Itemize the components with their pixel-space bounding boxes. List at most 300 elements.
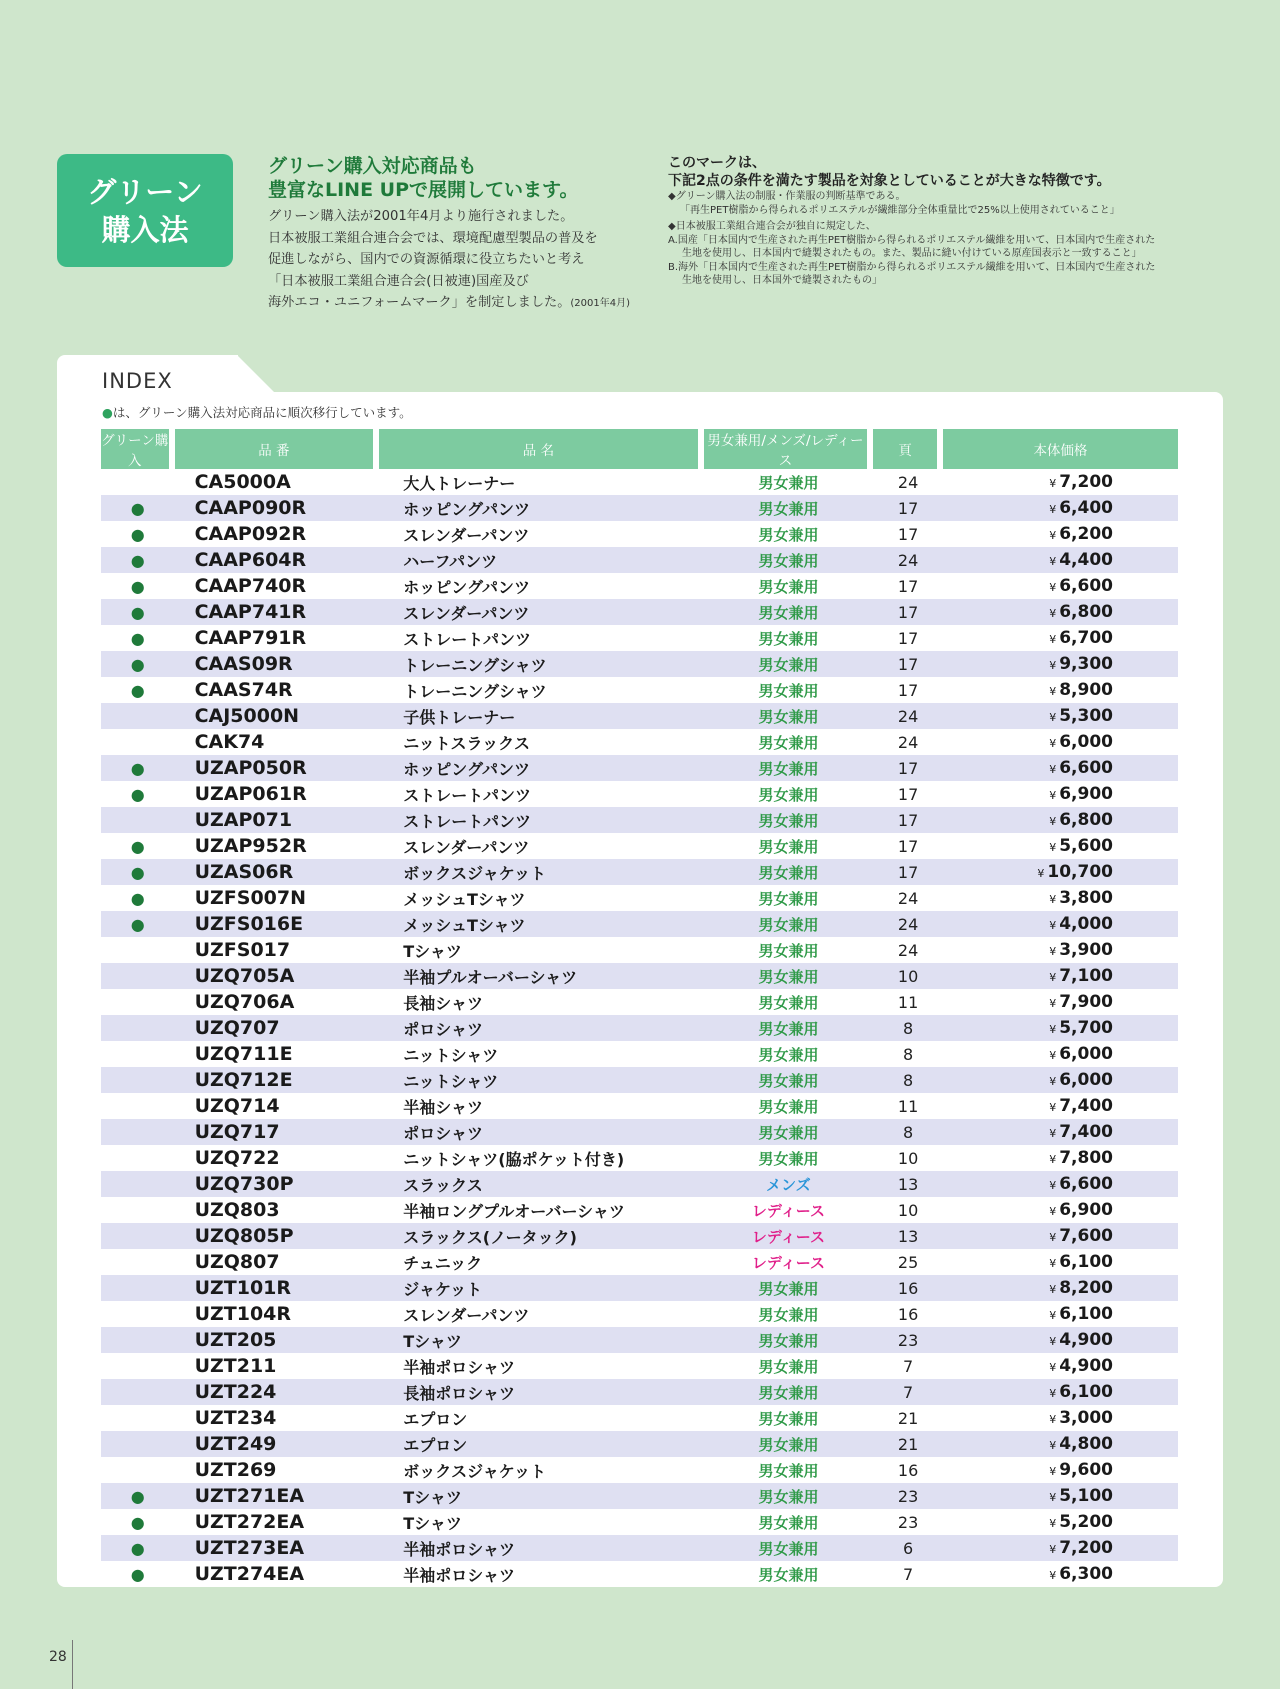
product-type: 男女兼用	[704, 963, 874, 989]
price-value: 5,600	[1059, 836, 1113, 856]
product-price	[943, 1249, 1178, 1275]
product-name: メッシュTシャツ	[379, 911, 703, 937]
green-purchase-mark	[101, 469, 175, 495]
table-row	[101, 1119, 1178, 1145]
price-value: 7,900	[1059, 992, 1113, 1012]
catalog-page: 21	[897, 1408, 919, 1428]
product-name: 半袖プルオーバーシャツ	[379, 963, 703, 989]
yen-sign: ¥	[1049, 633, 1057, 646]
product-code: UZAP050R	[175, 755, 380, 781]
product-code: UZAP061R	[194, 783, 307, 805]
product-type: 男女兼用	[758, 1565, 819, 1584]
green-purchase-mark	[101, 989, 175, 1015]
price-value: 6,100	[1059, 1304, 1113, 1324]
product-type: 男女兼用	[704, 651, 874, 677]
product-price	[943, 521, 1178, 547]
catalog-page: 17	[897, 576, 919, 596]
price-value: 7,200	[1059, 472, 1113, 492]
table-row	[101, 1457, 1178, 1483]
intro-body-line: 日本被服工業組合連合会では、環境配慮型製品の普及を	[268, 230, 598, 246]
catalog-page: 23	[873, 1483, 943, 1509]
table-row	[101, 547, 1178, 573]
product-code: UZQ714	[194, 1095, 280, 1117]
price-value: 6,600	[1059, 1174, 1113, 1194]
badge-line-1: グリーン	[87, 174, 203, 209]
header-name: 品 名	[379, 429, 703, 469]
product-code: UZT272EA	[194, 1511, 305, 1533]
yen-sign: ¥	[1049, 1491, 1057, 1504]
table-row	[101, 1535, 1178, 1561]
table-row	[101, 1171, 1178, 1197]
product-price	[943, 1171, 1178, 1197]
product-code: UZFS007N	[194, 887, 307, 909]
product-price	[943, 911, 1178, 937]
product-price	[943, 885, 1178, 911]
product-code: CAK74	[194, 731, 265, 753]
table-row	[101, 1301, 1178, 1327]
catalog-page: 24	[897, 732, 919, 752]
product-type: 男女兼用	[704, 599, 874, 625]
mark-condition-1-detail: 「再生PET樹脂から得られるポリエステルが繊維部分全体重量比で25%以上使用されていること」	[680, 204, 1120, 216]
table-row	[101, 989, 1178, 1015]
product-type: 男女兼用	[704, 1379, 874, 1405]
price-value: 6,000	[1059, 1044, 1113, 1064]
table-row	[101, 1405, 1178, 1431]
yen-sign: ¥	[1049, 789, 1057, 802]
green-purchase-mark	[101, 1171, 175, 1197]
catalog-page: 11	[897, 1096, 919, 1116]
page-divider	[72, 1640, 73, 1689]
product-code: UZQ807	[194, 1251, 280, 1273]
product-index-table	[101, 429, 1178, 1587]
catalog-page: 6	[873, 1535, 943, 1561]
green-purchase-mark: ●	[101, 1535, 175, 1561]
catalog-page: 16	[897, 1304, 919, 1324]
table-row	[101, 1041, 1178, 1067]
yen-sign: ¥	[1049, 841, 1057, 854]
yen-sign: ¥	[1049, 997, 1057, 1010]
product-code: CAAP740R	[194, 575, 307, 597]
product-name: スレンダーパンツ	[379, 599, 703, 625]
price-value: 9,600	[1059, 1460, 1113, 1480]
price-value: 6,800	[1059, 810, 1113, 830]
green-purchase-mark	[101, 937, 175, 963]
yen-sign: ¥	[1049, 685, 1057, 698]
product-type: 男女兼用	[704, 703, 874, 729]
product-code: CAAP604R	[175, 547, 380, 573]
table-row	[101, 469, 1178, 495]
product-name: 半袖ポロシャツ	[379, 1535, 703, 1561]
product-code: UZAS06R	[175, 859, 380, 885]
table-row	[101, 1067, 1178, 1093]
price-value: 3,800	[1059, 888, 1113, 908]
yen-sign: ¥	[1049, 1361, 1057, 1374]
price-value: 7,800	[1059, 1148, 1113, 1168]
green-purchase-mark: ●	[130, 1564, 145, 1584]
catalog-page: 10	[897, 1200, 919, 1220]
product-name: スレンダーパンツ	[403, 525, 530, 545]
table-row	[101, 1093, 1178, 1119]
price-value: 6,900	[1059, 1200, 1113, 1220]
catalog-page: 23	[873, 1327, 943, 1353]
product-name: ホッピングパンツ	[403, 577, 530, 597]
green-purchase-mark: ●	[130, 576, 145, 596]
product-price	[943, 1457, 1178, 1483]
yen-sign: ¥	[1049, 1049, 1057, 1062]
product-price	[943, 859, 1178, 885]
product-type: 男女兼用	[758, 785, 819, 804]
price-value: 5,300	[1059, 706, 1113, 726]
product-price	[943, 1145, 1178, 1171]
product-code: UZQ717	[175, 1119, 380, 1145]
product-type: 男女兼用	[758, 733, 819, 752]
yen-sign: ¥	[1049, 763, 1057, 776]
catalog-page: 11	[897, 992, 919, 1012]
mark-headline-2: 下記2点の条件を満たす製品を対象としていることが大きな特徴です。	[668, 173, 1111, 189]
product-price	[943, 1067, 1178, 1093]
product-price	[943, 833, 1178, 859]
green-purchase-mark	[101, 1197, 175, 1223]
green-purchase-mark: ●	[101, 911, 175, 937]
green-purchase-mark	[101, 1405, 175, 1431]
product-price	[943, 1301, 1178, 1327]
product-price	[943, 573, 1178, 599]
table-row	[101, 1015, 1178, 1041]
green-purchase-mark	[101, 1093, 175, 1119]
product-price	[943, 677, 1178, 703]
product-price	[943, 729, 1178, 755]
product-type: 男女兼用	[758, 1357, 819, 1376]
product-type: 男女兼用	[758, 889, 819, 908]
badge-line-2: 購入法	[101, 212, 189, 247]
product-type: 男女兼用	[704, 1067, 874, 1093]
yen-sign: ¥	[1049, 815, 1057, 828]
product-type: 男女兼用	[758, 1097, 819, 1116]
product-name: スラックス	[379, 1171, 703, 1197]
product-code: UZT273EA	[175, 1535, 380, 1561]
product-name: ストレートパンツ	[379, 807, 703, 833]
product-name: 子供トレーナー	[379, 703, 703, 729]
yen-sign: ¥	[1049, 1387, 1057, 1400]
price-value: 6,300	[1059, 1564, 1113, 1584]
product-code: UZFS017	[194, 939, 291, 961]
product-code: UZT269	[194, 1459, 277, 1481]
product-code: UZQ712E	[175, 1067, 380, 1093]
catalog-page: 21	[873, 1431, 943, 1457]
product-type: 男女兼用	[704, 911, 874, 937]
green-purchase-mark: ●	[130, 1512, 145, 1532]
product-price	[943, 937, 1178, 963]
product-code: CAAP741R	[175, 599, 380, 625]
catalog-page: 17	[897, 680, 919, 700]
product-code: UZQ803	[194, 1199, 280, 1221]
mark-condition-2: ◆日本被服工業組合連合会が独自に規定した、	[668, 221, 876, 232]
price-value: 7,200	[1059, 1538, 1113, 1558]
product-type: 男女兼用	[758, 837, 819, 856]
table-row	[101, 1431, 1178, 1457]
yen-sign: ¥	[1037, 867, 1045, 880]
price-value: 8,900	[1059, 680, 1113, 700]
product-code: UZQ706A	[194, 991, 295, 1013]
product-code: UZQ722	[194, 1147, 280, 1169]
price-value: 6,700	[1059, 628, 1113, 648]
catalog-page: 13	[873, 1171, 943, 1197]
catalog-page: 17	[897, 836, 919, 856]
product-price	[943, 989, 1178, 1015]
green-purchase-mark: ●	[130, 888, 145, 908]
catalog-page: 17	[873, 755, 943, 781]
green-purchase-mark: ●	[101, 755, 175, 781]
table-row	[101, 1275, 1178, 1301]
yen-sign: ¥	[1049, 529, 1057, 542]
product-name: ホッピングパンツ	[379, 755, 703, 781]
product-code: UZT274EA	[194, 1563, 305, 1585]
yen-sign: ¥	[1049, 1153, 1057, 1166]
mark-headline-1: このマークは、	[668, 155, 766, 171]
green-purchase-mark: ●	[101, 651, 175, 677]
product-price	[943, 781, 1178, 807]
green-purchase-mark: ●	[101, 547, 175, 573]
product-name: Tシャツ	[379, 1327, 703, 1353]
page-number: 28	[49, 1649, 67, 1665]
product-name: エプロン	[379, 1431, 703, 1457]
table-row	[101, 729, 1178, 755]
mark-condition-a-cont: 生地を使用し、日本国内で縫製されたもの。また、製品に縫い付けている原産国表示と一致すること」	[682, 248, 1142, 259]
product-price	[943, 1405, 1178, 1431]
product-name: 半袖ロングプルオーバーシャツ	[403, 1201, 625, 1221]
table-row	[101, 1509, 1178, 1535]
catalog-page: 13	[873, 1223, 943, 1249]
table-row	[101, 885, 1178, 911]
product-code: UZT271EA	[175, 1483, 380, 1509]
yen-sign: ¥	[1049, 1205, 1057, 1218]
price-value: 7,400	[1059, 1096, 1113, 1116]
product-code: CA5000A	[194, 471, 291, 493]
product-price	[943, 1353, 1178, 1379]
yen-sign: ¥	[1049, 659, 1057, 672]
product-name: スレンダーパンツ	[403, 1305, 530, 1325]
yen-sign: ¥	[1049, 971, 1057, 984]
price-value: 6,600	[1059, 576, 1113, 596]
table-row	[101, 1327, 1178, 1353]
intro-headline-2: 豊富なLINE UPで展開しています。	[268, 179, 579, 201]
price-value: 4,800	[1059, 1434, 1113, 1454]
yen-sign: ¥	[1049, 607, 1057, 620]
table-row	[101, 573, 1178, 599]
product-code: UZAP071	[175, 807, 380, 833]
price-value: 7,600	[1059, 1226, 1113, 1246]
yen-sign: ¥	[1049, 555, 1057, 568]
yen-sign: ¥	[1049, 477, 1057, 490]
intro-body-line	[268, 292, 648, 315]
price-value: 6,800	[1059, 602, 1113, 622]
catalog-page: 24	[873, 911, 943, 937]
product-type: 男女兼用	[704, 495, 874, 521]
intro-section	[268, 154, 648, 315]
catalog-page: 17	[873, 495, 943, 521]
price-value: 6,200	[1059, 524, 1113, 544]
product-name: 半袖ポロシャツ	[403, 1357, 515, 1377]
product-code: UZT224	[175, 1379, 380, 1405]
product-name: ストレートパンツ	[403, 785, 531, 805]
yen-sign: ¥	[1049, 1335, 1057, 1348]
green-purchase-mark	[101, 1249, 175, 1275]
product-type: 男女兼用	[704, 1431, 874, 1457]
table-header-row	[101, 429, 1178, 469]
header-code: 品 番	[175, 429, 380, 469]
catalog-page: 24	[897, 940, 919, 960]
price-value: 6,000	[1059, 732, 1113, 752]
catalog-page: 17	[873, 599, 943, 625]
product-code: UZQ805P	[175, 1223, 380, 1249]
intro-body-line: 促進しながら、国内での資源循環に役立ちたいと考え	[268, 252, 585, 267]
product-name: Tシャツ	[379, 1483, 703, 1509]
header-page: 頁	[873, 429, 943, 469]
table-row	[101, 521, 1178, 547]
header-type: 男女兼用/メンズ/レディース	[704, 429, 874, 469]
product-price	[943, 1119, 1178, 1145]
catalog-page: 24	[897, 472, 919, 492]
catalog-page: 17	[873, 807, 943, 833]
table-row	[101, 937, 1178, 963]
product-name: スラックス(ノータック)	[379, 1223, 703, 1249]
product-code: CAAP791R	[194, 627, 307, 649]
product-price	[943, 1041, 1178, 1067]
catalog-page: 17	[897, 628, 919, 648]
product-code: CAAS74R	[194, 679, 293, 701]
product-price	[943, 963, 1178, 989]
yen-sign: ¥	[1049, 893, 1057, 906]
product-type: 男女兼用	[704, 1535, 874, 1561]
product-name: スレンダーパンツ	[403, 837, 530, 857]
table-row	[101, 859, 1178, 885]
product-price	[943, 1561, 1178, 1587]
table-row	[101, 781, 1178, 807]
product-price	[943, 1379, 1178, 1405]
yen-sign: ¥	[1049, 1465, 1057, 1478]
product-type: レディース	[704, 1223, 874, 1249]
table-row	[101, 963, 1178, 989]
product-price	[943, 1509, 1178, 1535]
product-price	[943, 1275, 1178, 1301]
product-name: エプロン	[403, 1409, 468, 1429]
table-row	[101, 807, 1178, 833]
product-type: レディース	[751, 1201, 825, 1220]
catalog-page: 8	[902, 1044, 914, 1064]
green-purchase-mark	[101, 1301, 175, 1327]
yen-sign: ¥	[1049, 711, 1057, 724]
product-price	[943, 1483, 1178, 1509]
green-dot-icon: ●	[102, 405, 113, 420]
price-value: 8,200	[1059, 1278, 1113, 1298]
product-type: 男女兼用	[758, 473, 819, 492]
price-value: 4,400	[1059, 550, 1113, 570]
price-value: 7,400	[1059, 1122, 1113, 1142]
product-price	[943, 703, 1178, 729]
green-purchase-mark	[101, 1379, 175, 1405]
green-purchase-mark	[101, 963, 175, 989]
product-type: メンズ	[704, 1171, 874, 1197]
price-value: 5,200	[1059, 1512, 1113, 1532]
product-name: ボックスジャケット	[379, 859, 703, 885]
product-price	[943, 625, 1178, 651]
intro-body-text: 海外エコ・ユニフォームマーク」を制定しました。	[268, 295, 571, 310]
product-type: 男女兼用	[704, 859, 874, 885]
price-value: 9,300	[1059, 654, 1113, 674]
product-type: 男女兼用	[758, 1513, 819, 1532]
product-price	[943, 1327, 1178, 1353]
product-type: 男女兼用	[704, 547, 874, 573]
green-purchase-mark: ●	[130, 680, 145, 700]
catalog-page: 24	[873, 547, 943, 573]
green-purchase-mark	[101, 1275, 175, 1301]
catalog-page: 7	[902, 1356, 914, 1376]
product-code: UZAP952R	[194, 835, 307, 857]
product-name: 大人トレーナー	[403, 473, 516, 493]
product-code: UZT104R	[194, 1303, 292, 1325]
product-price	[943, 1535, 1178, 1561]
index-tab-corner	[237, 355, 275, 393]
product-name: ニットシャツ	[403, 1045, 499, 1065]
product-code: CAAP090R	[175, 495, 380, 521]
product-price	[943, 495, 1178, 521]
product-name: ニットシャツ(脇ポケット付き)	[403, 1149, 625, 1169]
index-note	[102, 403, 412, 421]
yen-sign: ¥	[1049, 1439, 1057, 1452]
product-type: 男女兼用	[704, 1275, 874, 1301]
table-row	[101, 599, 1178, 625]
yen-sign: ¥	[1049, 1569, 1057, 1582]
mark-condition-b: B.海外「日本国内で生産された再生PET樹脂から得られるポリエステル繊維を用いて、日本国内で生産された	[668, 261, 1156, 273]
catalog-page: 16	[897, 1460, 919, 1480]
product-name: Tシャツ	[403, 1513, 462, 1533]
catalog-page: 23	[897, 1512, 919, 1532]
yen-sign: ¥	[1049, 581, 1057, 594]
table-row	[101, 911, 1178, 937]
product-type: 男女兼用	[758, 1149, 819, 1168]
product-name: ボックスジャケット	[403, 1461, 546, 1481]
product-type: レディース	[751, 1253, 825, 1272]
intro-body-date: (2001年4月)	[570, 298, 631, 309]
header-green-purchase: グリーン購入	[101, 429, 175, 469]
green-purchase-mark	[101, 1067, 175, 1093]
table-row	[101, 651, 1178, 677]
product-name: トレーニングシャツ	[379, 651, 703, 677]
green-purchase-mark	[101, 1353, 175, 1379]
product-code: UZT211	[194, 1355, 277, 1377]
product-type: 男女兼用	[704, 1119, 874, 1145]
product-price	[943, 1197, 1178, 1223]
yen-sign: ¥	[1049, 1127, 1057, 1140]
price-value: 10,700	[1047, 862, 1113, 882]
product-code: UZT249	[175, 1431, 380, 1457]
product-name: ポロシャツ	[379, 1119, 703, 1145]
price-value: 6,100	[1059, 1252, 1113, 1272]
catalog-page: 8	[873, 1067, 943, 1093]
catalog-page: 24	[897, 888, 919, 908]
table-row	[101, 1379, 1178, 1405]
table-row	[101, 495, 1178, 521]
mark-condition-1: ◆グリーン購入法の制服・作業服の判断基準である。	[668, 191, 906, 202]
table-row	[101, 1483, 1178, 1509]
green-purchase-mark	[101, 1457, 175, 1483]
product-type: 男女兼用	[758, 1461, 819, 1480]
green-purchase-mark	[101, 1327, 175, 1353]
product-code: CAAS09R	[175, 651, 380, 677]
price-value: 5,700	[1059, 1018, 1113, 1038]
catalog-page: 7	[873, 1379, 943, 1405]
product-type: 男女兼用	[704, 807, 874, 833]
